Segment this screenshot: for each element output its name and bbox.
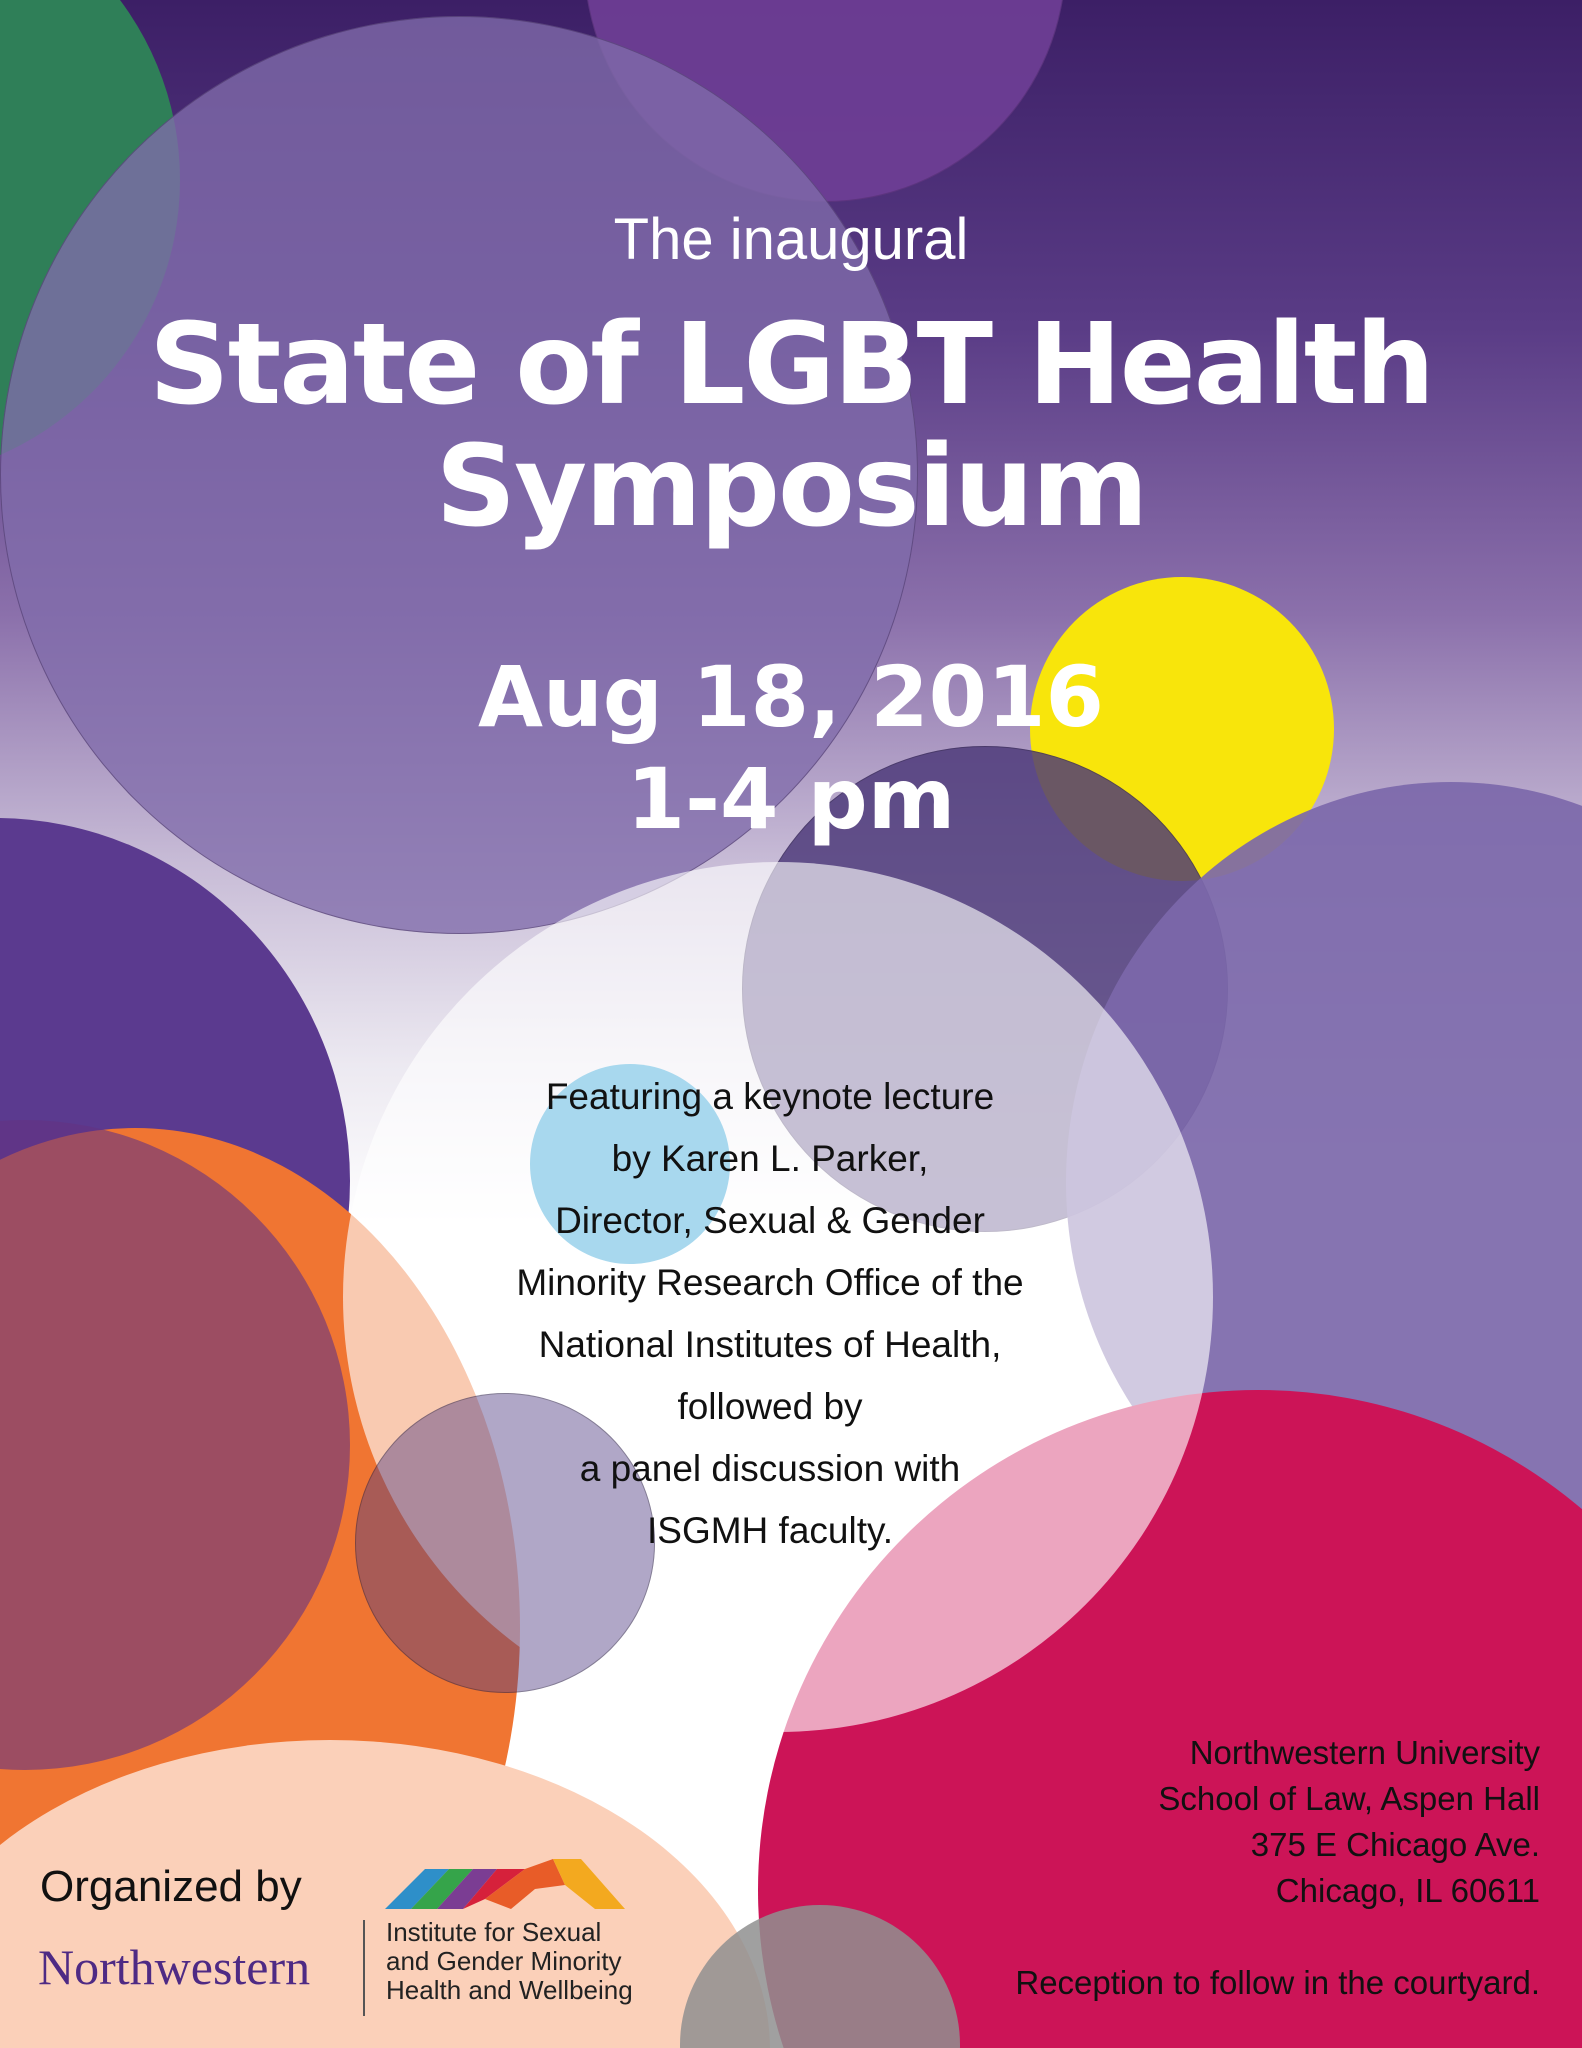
venue-line: School of Law, Aspen Hall <box>1158 1780 1540 1817</box>
intro-text: The inaugural <box>613 207 969 272</box>
description-line: Featuring a keynote lecture <box>545 1076 995 1117</box>
institute-name-line: and Gender Minority <box>386 1946 622 1976</box>
event-time: 1-4 pm <box>626 750 956 848</box>
description-line: followed by <box>677 1386 863 1427</box>
reception-note: Reception to follow in the courtyard. <box>1015 1964 1540 2001</box>
institute-name-line: Health and Wellbeing <box>386 1975 633 2005</box>
description-line: by Karen L. Parker, <box>611 1138 929 1179</box>
venue-line: 375 E Chicago Ave. <box>1250 1826 1540 1863</box>
venue-line: Chicago, IL 60611 <box>1275 1872 1540 1909</box>
isgmh-logo-icon <box>385 1855 625 1915</box>
event-date: Aug 18, 2016 <box>477 648 1105 746</box>
description-line: Director, Sexual & Gender <box>555 1200 985 1241</box>
event-title-line1: State of LGBT Health <box>149 300 1433 430</box>
venue-line: Northwestern University <box>1189 1734 1540 1771</box>
institute-name <box>386 1918 633 2005</box>
description-line: a panel discussion with <box>579 1448 961 1489</box>
description-line: ISGMH faculty. <box>646 1510 894 1551</box>
description-line: National Institutes of Health, <box>538 1324 1002 1365</box>
description-line: Minority Research Office of the <box>516 1262 1024 1303</box>
northwestern-wordmark: Northwestern <box>38 1939 311 1995</box>
organized-by-label: Organized by <box>40 1862 302 1911</box>
institute-name-line: Institute for Sexual <box>386 1917 602 1947</box>
keynote-description <box>470 1066 1070 1562</box>
event-title-line2: Symposium <box>435 422 1147 552</box>
venue-address <box>1158 1730 1540 1914</box>
logo-divider <box>363 1920 365 2016</box>
